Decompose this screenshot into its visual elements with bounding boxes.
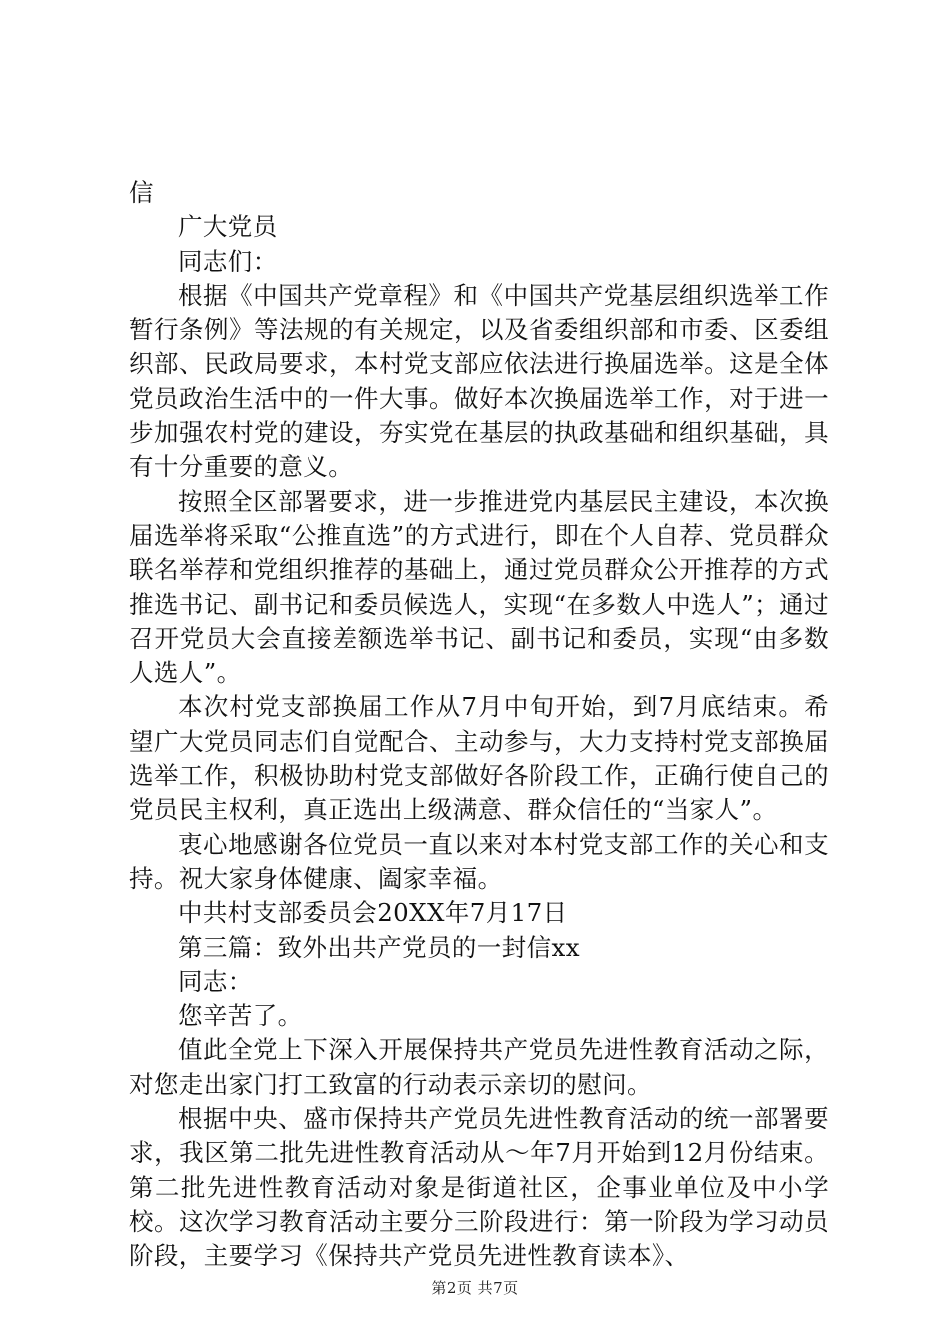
paragraph: 根据中央、盛市保持共产党员先进性教育活动的统一部署要求，我区第二批先进性教育活动从～年7月开始到12月份结束。第二批先进性教育活动对象是街道社区，企事业单位及中小学校。这次学习教育活动主要分三阶段进行：第一阶段为学习动员阶段，主要学习《保持共产党员先进性教育读本》、: [129, 1104, 829, 1271]
section-heading: 第三篇：致外出共产党员的一封信xx: [178, 932, 580, 962]
paragraph: 本次村党支部换届工作从7月中旬开始，到7月底结束。希望广大党员同志们自觉配合、主动参与，大力支持村党支部换届选举工作，积极协助村党支部做好各阶段工作，正确行使自己的党员民主权利，真正选出上级满意、群众信任的“当家人”。: [129, 692, 829, 825]
paragraph: 您辛苦了。: [178, 1001, 303, 1031]
paragraph: 衷心地感谢各位党员一直以来对本村党支部工作的关心和支持。祝大家身体健康、阖家幸福。: [129, 829, 829, 893]
document-body: [129, 176, 829, 1274]
salutation-line: 同志们：: [178, 246, 278, 276]
paragraph: 信: [129, 178, 154, 207]
paragraph: 按照全区部署要求，进一步推进党内基层民主建设，本次换届选举将采取“公推直选”的方式进行，即在个人自荐、党员群众联名举荐和党组织推荐的基础上，通过党员群众公开推荐的方式推选书记、副书记和委员候选人，实现“在多数人中选人”；通过召开党员大会直接差额选举书记、副书记和委员，实现“由多数人选人”。: [129, 486, 829, 688]
salutation-line: 广大党员: [178, 212, 278, 242]
paragraph: 值此全党上下深入开展保持共产党员先进性教育活动之际，对您走出家门打工致富的行动表示亲切的慰问。: [129, 1035, 829, 1099]
signature-line: 中共村支部委员会20XX年7月17日: [178, 898, 568, 928]
page-number-footer: 第2页 共7页: [431, 1279, 519, 1297]
salutation-line: 同志：: [178, 966, 253, 996]
paragraph: 根据《中国共产党章程》和《中国共产党基层组织选举工作暂行条例》等法规的有关规定，以及省委组织部和市委、区委组织部、民政局要求，本村党支部应依法进行换届选举。这是全体党员政治生活中的一件大事。做好本次换届选举工作，对于进一步加强农村党的建设，夯实党在基层的执政基础和组织基础，具有十分重要的意义。: [129, 280, 829, 482]
